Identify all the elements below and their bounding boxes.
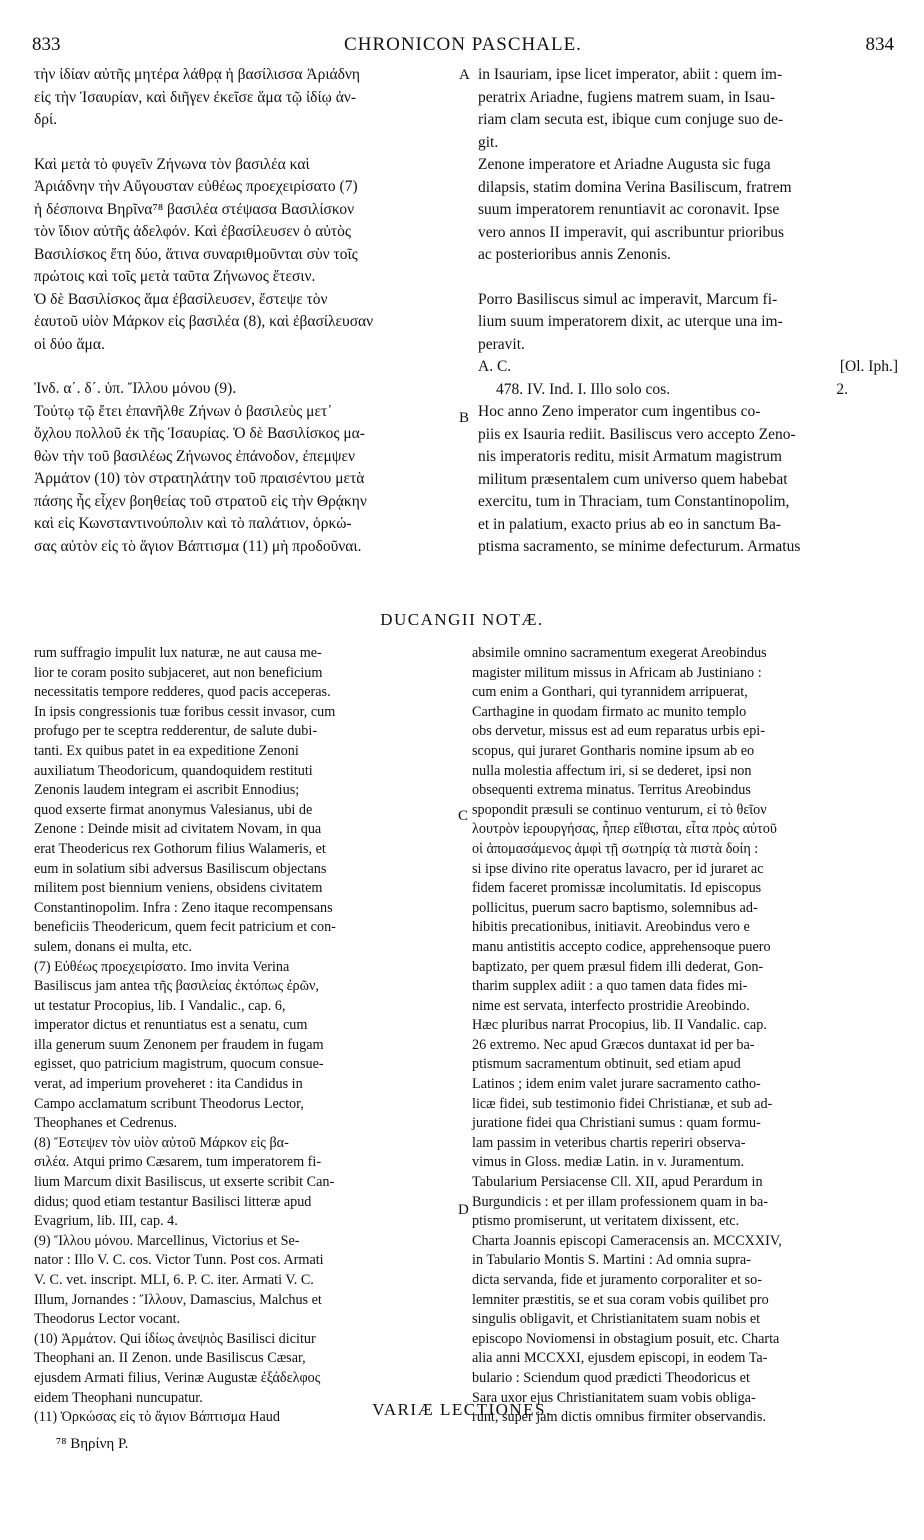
- note-line: eidem Theophani nuncupatur.: [34, 1389, 203, 1406]
- greek-line: Τούτῳ τῷ ἔτει ἐπανῆλθε Ζήνων ὁ βασιλεὺς μετ᾽: [34, 402, 333, 420]
- note-line: beneficiis Theodericum, quem fecit patricium et con-: [34, 919, 336, 936]
- note-line: Illum, Jornandes : Ἴλλουν, Damascius, Malchus et: [34, 1291, 322, 1308]
- note-line: episcopo Noviomensi in obstagium posuit, etc. Charta: [472, 1330, 780, 1347]
- note-line: 26 extremo. Nec apud Græcos duntaxat id per ba-: [472, 1036, 755, 1053]
- latin-line: Porro Basiliscus simul ac imperavit, Marcum fi-: [478, 290, 778, 308]
- note-line: Sara uxor ejus Christianitatem suam vobis obliga-: [472, 1389, 756, 1406]
- note-line: ut testatur Procopius, lib. I Vandalic., cap. 6,: [34, 997, 286, 1014]
- note-line: in Tabulario Montis S. Martini : Ad omnia supra-: [472, 1252, 751, 1269]
- note-line: Carthagine in quodam firmato ac munito templo: [472, 703, 747, 720]
- note-line: Burgundicis : et per illam professionem quam in ba-: [472, 1193, 769, 1210]
- latin-line: [478, 267, 898, 289]
- note-line: absimile omnino sacramentum exegerat Areobindus: [472, 645, 767, 661]
- olympiad-year: 2.: [836, 380, 848, 398]
- note-line: ptismo promiserunt, ut veritatem dixissent, etc.: [472, 1213, 740, 1230]
- note-line: imperator dictus et renuntiatus est a senatu, cum: [34, 1017, 308, 1034]
- variae-lectiones-title: VARIÆ LECTIONES.: [372, 1400, 552, 1419]
- note-line: obsequenti extrema minatus. Territus Areobindus: [472, 782, 751, 799]
- page-header: [32, 34, 894, 62]
- running-title: CHRONICON PASCHALE.: [344, 34, 582, 55]
- latin-line: piis ex Isauria rediit. Basiliscus vero accepto Zeno-: [478, 425, 796, 443]
- note-line: alia anni MCCXXI, ejusdem episcopi, in eodem Ta-: [472, 1350, 768, 1367]
- note-line: nulla molestia affectum iri, si se dederet, ipsi non: [472, 762, 752, 779]
- note-line: licæ fidei, sub testimonio fidei Christianæ, et sub ad-: [472, 1095, 773, 1112]
- year-label-ac: A. C.: [478, 358, 512, 375]
- note-line: Zenone : Deinde misit ad civitatem Novam, in qua: [34, 821, 322, 838]
- note-line: quod exserte firmat anonymus Valesianus, ubi de: [34, 801, 313, 818]
- year-label-olympiad: [Ol. Iph.]: [839, 358, 898, 375]
- note-line: magister militum missus in Africam ab Justiniano :: [472, 664, 762, 681]
- note-line: singulis obligavit, et Christianitatem suam nobis et: [472, 1311, 761, 1328]
- latin-line: lium suum imperatorem dixit, ac uterque una im-: [478, 313, 783, 330]
- ducange-notes-title: DUCANGII NOTÆ.: [380, 610, 544, 629]
- note-line: Campo acclamatum scribunt Theodorus Lector,: [34, 1095, 304, 1112]
- note-line: runt, super jam dictis omnibus firmiter observandis.: [472, 1409, 766, 1426]
- note-line: juratione fidei qua Christiani sumus : quam formu-: [472, 1115, 761, 1132]
- greek-line: Ἰνδ. α΄. δ΄. ὑπ. Ἴλλου μόνου (9).: [34, 380, 237, 397]
- greek-line: δρί.: [34, 111, 58, 128]
- note-line: Charta Joannis episcopi Cameracensis an. MCCXXIV,: [472, 1232, 782, 1249]
- latin-line: Hoc anno Zeno imperator cum ingentibus co-: [478, 403, 761, 420]
- note-line: Theodorus Lector vocant.: [34, 1311, 181, 1328]
- note-line: rum suffragio impulit lux naturæ, ne aut causa me-: [34, 645, 322, 661]
- greek-line: [34, 132, 464, 154]
- note-line: manu antistitis accepto codice, apprehensoque puero: [472, 938, 771, 955]
- notes-right-column: [472, 644, 894, 1428]
- note-line: Theophanes et Cedrenus.: [34, 1115, 178, 1132]
- note-line: οἱ ἀπομασάμενος ἀμφὶ τῇ σωτηρίᾳ τὰ πιστὰ δοίη :: [472, 840, 759, 857]
- note-line: spopondit præsuli se continuo venturum, εἰ τὸ θεῖον: [472, 801, 767, 818]
- greek-line: Βασιλίσκος ἔτη δύο, ἅτινα συναριθμοῦνται σὺν τοῖς: [34, 245, 358, 263]
- greek-line: πάσης ἧς εἶχεν βοηθείας τοῦ στρατοῦ εἰς τὴν Θρᾴκην: [34, 492, 367, 510]
- note-line: lam passim in veteribus chartis reperiri observa-: [472, 1134, 746, 1151]
- note-line: eum in solatium sibi adversus Basiliscum objectans: [34, 860, 327, 877]
- note-line: baptizato, per quem præsul fidem illi dederat, Gon-: [472, 958, 764, 975]
- note-line: Basiliscus jam antea τῆς βασιλείας ἐκτόπως ἐρῶν,: [34, 978, 319, 995]
- note-line: lemniter præstitis, se et sua coram vobis quilibet pro: [472, 1291, 769, 1308]
- note-line: tanti. Ex quibus patet in ea expeditione Zenoni: [34, 742, 299, 759]
- latin-line: Zenone imperatore et Ariadne Augusta sic fuga: [478, 156, 771, 173]
- latin-line: peratrix Ariadne, fugiens matrem suam, in Isau-: [478, 88, 775, 106]
- note-line: scopus, qui juraret Gontharis nomine ipsum ab eo: [472, 742, 755, 759]
- note-line: profugo per te sceptra redderentur, de salute dubi-: [34, 723, 318, 740]
- note-line: (9) Ἴλλου μόνου. Marcellinus, Victorius et Se-: [34, 1232, 300, 1249]
- note-line: pollicitus, puerum sacro baptismo, solemnibus ad-: [472, 899, 758, 916]
- note-line: Latinos ; idem enim valet jurare sacramento catho-: [472, 1076, 761, 1093]
- greek-line: ἑαυτοῦ υἱὸν Μάρκον εἰς βασιλέα (8), καὶ ἐβασίλευσαν: [34, 313, 374, 330]
- margin-marker-c: C: [458, 808, 469, 824]
- note-line: auxiliatum Theodoricum, quandoquidem restituti: [34, 762, 313, 779]
- note-line: si ipse divino rite operatus lavacro, per id juraret ac: [472, 860, 764, 877]
- latin-line: ptisma sacramento, se minime defecturum. Armatus: [478, 538, 801, 555]
- note-line: tharim supplex adiit : a quo tamen data fides mi-: [472, 978, 748, 995]
- note-line: lior te coram posito subjaceret, aut non beneficium: [34, 664, 323, 681]
- footnote: ⁷⁸ Βηρίνη P.: [56, 1436, 129, 1452]
- margin-marker-b: B: [459, 410, 470, 426]
- note-line: (10) Ἀρμάτον. Qui ἰδίως ἀνεψιὸς Basilisci dicitur: [34, 1330, 316, 1347]
- latin-text-column: [478, 64, 898, 559]
- note-line: dicta servanda, fide et juramento corporaliter et so-: [472, 1272, 762, 1288]
- margin-marker-d: D: [458, 1202, 469, 1218]
- latin-line: exercitu, tum in Thraciam, tum Constantinopolim,: [478, 493, 790, 510]
- greek-line: οἱ δύο ἅμα.: [34, 335, 105, 353]
- latin-line: militum præsentalem cum universo quem habebat: [478, 470, 788, 488]
- note-line: Hæc pluribus narrat Procopius, lib. II Vandalic. cap.: [472, 1017, 767, 1034]
- note-line: cum enim a Gonthari, qui tyrannidem arripuerat,: [472, 684, 748, 701]
- note-line: ptismum sacramentum obtinuit, sed etiam apud: [472, 1056, 741, 1073]
- latin-year-row: [478, 356, 898, 379]
- note-line: verat, ad imperium proveheret : ita Candidus in: [34, 1076, 303, 1093]
- greek-text-column: [34, 64, 464, 558]
- greek-line: ἡ δέσποινα Βηρῖνα⁷⁸ βασιλέα στέψασα Βασιλίσκον: [34, 200, 355, 218]
- latin-line: vero annos II imperavit, qui ascribuntur prioribus: [478, 223, 785, 241]
- note-line: (7) Εὐθέως προεχειρίσατο. Imo invita Verina: [34, 958, 290, 975]
- notes-left-column: [34, 644, 464, 1428]
- greek-line: πρώτοις καὶ τοῖς μετὰ ταῦτα Ζήνωνος ἔτεσιν.: [34, 268, 316, 285]
- note-line: Evagrium, lib. III, cap. 4.: [34, 1213, 178, 1230]
- greek-line: θὼν τὴν τοῦ βασιλέως Ζήνωνος ἐπάνοδον, ἐπεμψεν: [34, 447, 355, 465]
- note-line: σιλέα. Atqui primo Cæsarem, tum imperatorem fi-: [34, 1154, 322, 1171]
- latin-line: et in palatium, exacto prius ab eo in sanctum Ba-: [478, 515, 782, 533]
- note-line: λουτρὸν ἱερουργήσας, ἧπερ εἴθισται, εἶτα πρὸς αὐτοῦ: [472, 821, 777, 838]
- note-line: Tabularium Persiacense Cll. XII, apud Perardum in: [472, 1174, 763, 1191]
- note-line: Theophani an. II Zenon. unde Basiliscus Cæsar,: [34, 1350, 306, 1367]
- greek-line: Καὶ μετὰ τὸ φυγεῖν Ζήνωνα τὸν βασιλέα καὶ: [34, 155, 310, 173]
- year-consul-line: 478. IV. Ind. I. Illo solo cos.: [496, 380, 671, 398]
- note-line: erat Theodericus rex Gothorum filius Walameris, et: [34, 840, 326, 857]
- note-line: (11) Ὁρκώσας εἰς τὸ ἅγιον Βάπτισμα Haud: [34, 1409, 280, 1426]
- note-line: (8) Ἔστεψεν τὸν υἱὸν αὐτοῦ Μάρκον εἰς βα-: [34, 1134, 289, 1151]
- latin-line: peravit.: [478, 335, 525, 353]
- note-line: sulem, donans ei multa, etc.: [34, 938, 192, 955]
- latin-line: git.: [478, 133, 499, 151]
- greek-line: τὸν ἴδιον αὐτῆς ἀδελφόν. Καὶ ἐβασίλευσεν ὁ αὐτὸς: [34, 223, 351, 240]
- greek-line: σας αὐτὸν εἰς τὸ ἅγιον Βάπτισμα (11) μὴ προδοῦναι.: [34, 537, 362, 555]
- latin-line: suum imperatorem renuntiavit ac coronavit. Ipse: [478, 201, 780, 218]
- note-line: hibitis precationibus, initiavit. Areobindus vero e: [472, 919, 750, 936]
- note-line: fidem faceret promissæ incolumitatis. Id episcopus: [472, 880, 762, 897]
- greek-line: εἰς τὴν Ἰσαυρίαν, καὶ διῆγεν ἐκεῖσε ἅμα τῷ ἰδίῳ ἀν-: [34, 88, 357, 106]
- greek-line: Ὁ δὲ Βασιλίσκος ἅμα ἐβασίλευσεν, ἔστεψε τὸν: [34, 290, 328, 308]
- note-line: necessitatis tempore redderes, quod pacis acceperas.: [34, 684, 331, 701]
- greek-line: [34, 356, 464, 378]
- greek-line: ὄχλου πολλοῦ ἐκ τῆς Ἰσαυρίας. Ὁ δὲ Βασιλίσκος μα-: [34, 425, 365, 442]
- note-line: illa generum suum Zenonem per fraudem in fugam: [34, 1036, 324, 1053]
- note-line: nator : Illo V. C. cos. Victor Tunn. Post cos. Armati: [34, 1252, 324, 1269]
- note-line: egisset, quo patricium magistrum, quocum consue-: [34, 1056, 324, 1073]
- note-line: nime est servata, interfecto prostridie Areobindo.: [472, 997, 750, 1014]
- right-page-number: 834: [865, 34, 894, 55]
- note-line: militem post biennium veniens, obsidens civitatem: [34, 880, 323, 897]
- left-page-number: 833: [32, 34, 61, 55]
- note-line: didus; quod etiam testantur Basilisci litteræ apud: [34, 1193, 312, 1210]
- latin-line: ac posterioribus annis Zenonis.: [478, 246, 671, 263]
- note-line: bulario : Sciendum quod prædicti Theodoricus et: [472, 1369, 750, 1386]
- note-line: V. C. vet. inscript. MLI, 6. P. C. iter. Armati V. C.: [34, 1272, 314, 1288]
- latin-line: riam clam secuta est, ibique cum conjuge suo de-: [478, 111, 784, 128]
- latin-year-row-2: [478, 379, 898, 402]
- latin-line: dilapsis, statim domina Verina Basiliscum, fratrem: [478, 178, 792, 196]
- note-line: ejusdem Armati filius, Verinæ Augustæ ἐξάδελφος: [34, 1369, 321, 1386]
- margin-marker-a: A: [459, 67, 470, 83]
- greek-line: καὶ εἰς Κωνσταντινούπολιν καὶ τὸ παλάτιον, ὁρκώ-: [34, 515, 352, 532]
- greek-line: Ἀριάδνην τὴν Αὔγουσταν εὐθέως προεχειρίσατο (7): [34, 178, 358, 195]
- note-line: Zenonis laudem integram ei ascribit Ennodius;: [34, 782, 300, 799]
- note-line: In ipsis congressionis tuæ foribus cessit invasor, cum: [34, 703, 336, 720]
- greek-line: Ἀρμάτον (10) τὸν στρατηλάτην τοῦ πραισέντου μετὰ: [34, 470, 365, 487]
- note-line: vimus in Gloss. mediæ Latin. in v. Juramentum.: [472, 1154, 745, 1171]
- note-line: obs dervetur, missus est ad eum reparatus urbis epi-: [472, 723, 765, 740]
- greek-line: τὴν ἰδίαν αὐτῆς μητέρα λάθρᾳ ἡ βασίλισσα Ἀριάδνη: [34, 66, 361, 83]
- note-line: lium Marcum dixit Basiliscus, ut exserte scribit Can-: [34, 1174, 335, 1191]
- latin-line: nis imperatoris reditu, misit Armatum magistrum: [478, 448, 782, 465]
- latin-line: in Isauriam, ipse licet imperator, abiit : quem im-: [478, 66, 783, 83]
- note-line: Constantinopolim. Infra : Zeno itaque recompensans: [34, 899, 333, 916]
